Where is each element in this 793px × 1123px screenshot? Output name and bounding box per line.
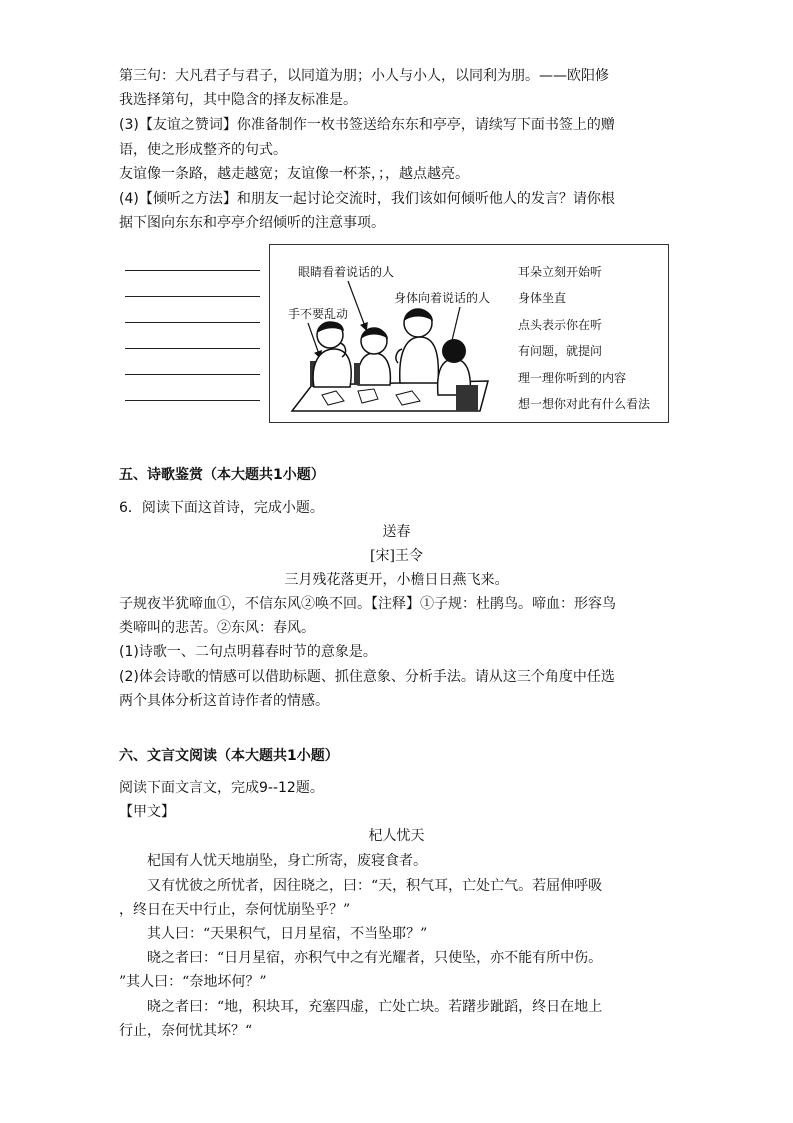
question-6-1: (1)诗歌一、二句点明暮春时节的意象是。 — [119, 644, 377, 660]
passage-paragraph: 晓之者曰：“地，积块耳，充塞四虚，亡处亡块。若躇步跐蹈，终日在地上 — [147, 999, 603, 1015]
section-heading: 五、诗歌鉴赏（本大题共1小题） — [119, 467, 325, 483]
answer-blank — [125, 270, 260, 271]
tip-item: 想一想你对此有什么看法 — [518, 397, 651, 411]
tip-item: 点头表示你在听 — [518, 318, 603, 332]
reading-intro: 阅读下面文言文，完成9--12题。 — [119, 780, 324, 796]
answer-blank — [125, 296, 260, 297]
answer-blank — [125, 400, 260, 401]
label-hands: 手不要乱动 — [288, 307, 349, 321]
poem-author: [宋]王令 — [370, 548, 423, 564]
text-line: 语，使之形成整齐的句式。 — [119, 142, 287, 158]
passage-label: 【甲文】 — [119, 804, 175, 820]
poem-verse-with-notes: 子规夜半犹啼血①，不信东风②唤不回。【注释】①子规：杜鹃鸟。啼血：形容鸟 — [119, 596, 616, 612]
tip-item: 有问题，就提问 — [518, 344, 603, 358]
text-line: 两个具体分析这首诗作者的情感。 — [119, 693, 329, 709]
passage-paragraph: 又有忧彼之所忧者，因往晓之，曰：“天，积气耳，亡处亡气。若屈伸呼吸 — [147, 878, 603, 894]
section-heading: 六、文言文阅读（本大题共1小题） — [119, 748, 339, 764]
answer-blank — [125, 322, 260, 323]
passage-paragraph: 晓之者曰：“日月星宿，亦积气中之有光耀者，只使坠，亦不能有所中伤。 — [147, 950, 603, 966]
bookmark-sentence: 友谊像一条路，越走越宽；友谊像一杯茶，；，越点越亮。 — [119, 166, 469, 182]
question-6: 6．阅读下面这首诗，完成小题。 — [119, 500, 324, 516]
children-illustration — [270, 245, 510, 422]
question-4: (4)【倾听之方法】和朋友一起讨论交流时，我们该如何倾听他人的发言？请你根 — [119, 191, 615, 207]
label-eyes: 眼睛看着说话的人 — [298, 265, 395, 279]
notes: 类啼叫的悲苦。②东风：春风。 — [119, 620, 315, 636]
label-body: 身体向着说话的人 — [394, 291, 491, 305]
listening-figure — [269, 244, 669, 423]
answer-blank — [125, 348, 260, 349]
passage-paragraph: ，终日在天中行止，奈何忧崩坠乎？” — [119, 902, 351, 918]
answer-blank — [125, 374, 260, 375]
passage-paragraph: 其人曰：“天果积气，日月星宿，不当坠耶？” — [147, 926, 428, 942]
passage-paragraph: 杞国有人忧天地崩坠，身亡所寄，废寝食者。 — [147, 853, 427, 869]
tip-item: 理一理你听到的内容 — [518, 371, 627, 385]
passage-paragraph: ”其人曰：“奈地坏何？” — [119, 974, 267, 990]
question-3: (3)【友谊之赞词】你准备制作一枚书签送给东东和亭亭，请续写下面书签上的赠 — [119, 117, 615, 133]
text-line: 据下图向东东和亭亭介绍倾听的注意事项。 — [119, 215, 385, 231]
text-line: 第三句：大凡君子与君子，以同道为朋；小人与小人，以同利为朋。——欧阳修 — [119, 68, 609, 84]
question-6-2: (2)体会诗歌的情感可以借助标题、抓住意象、分析手法。请从这三个角度中任选 — [119, 669, 615, 685]
poem-verse: 三月残花落更开，小檐日日燕飞来。 — [284, 572, 509, 588]
tip-item: 身体坐直 — [518, 291, 567, 305]
tip-item: 耳朵立刻开始听 — [518, 265, 603, 279]
text-line: 我选择第句，其中隐含的择友标准是。 — [119, 92, 357, 108]
passage-paragraph: 行止，奈何忧其坏？“ — [119, 1023, 253, 1039]
passage-title: 杞人忧天 — [368, 828, 425, 844]
poem-title: 送春 — [382, 524, 411, 540]
